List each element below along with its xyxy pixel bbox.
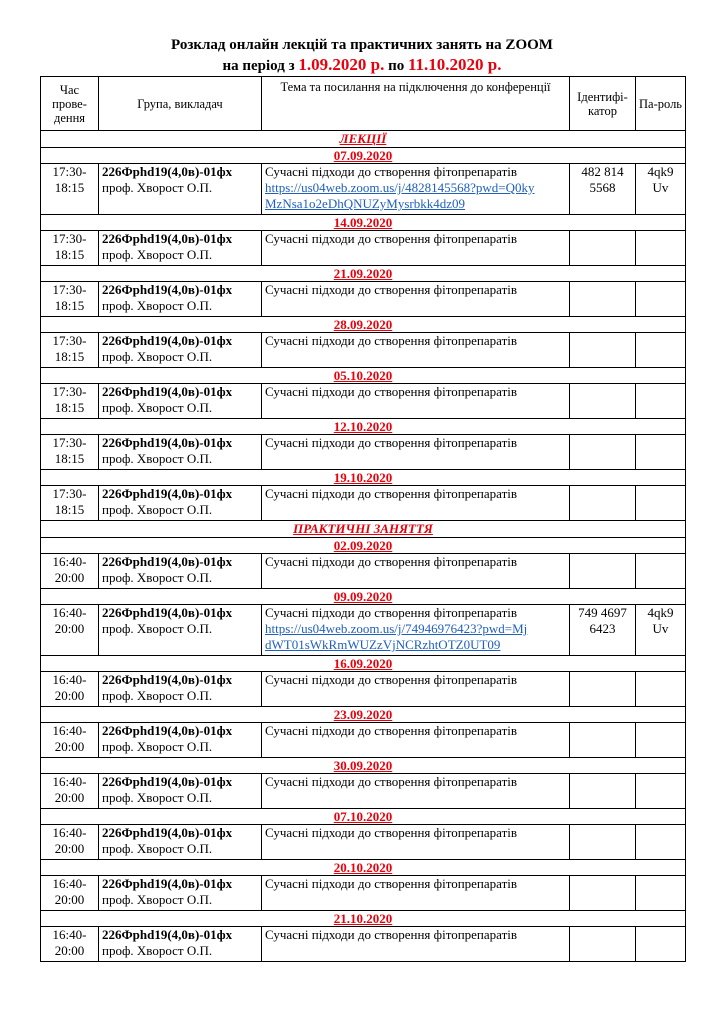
time-cell: [41, 384, 99, 419]
date-row: [41, 419, 686, 435]
meeting-id-cell: [570, 927, 636, 962]
meeting-id-cell: [570, 672, 636, 707]
teacher-name: проф. Хворост О.П.: [102, 892, 213, 907]
group-code: 226Фрhd19(4,0в)-01фх: [102, 723, 233, 738]
teacher-name: проф. Хворост О.П.: [102, 400, 213, 415]
meeting-id-cell: [570, 282, 636, 317]
section-row: [41, 131, 686, 148]
time-start: 16:40-: [52, 876, 87, 891]
topic-cell: [262, 723, 570, 758]
zoom-link-continued[interactable]: dWT01sWkRmWUZzVjNCRzhtOTZ0UT09: [265, 637, 501, 652]
time-end: 20:00: [54, 790, 85, 805]
group-code: 226Фрhd19(4,0в)-01фх: [102, 672, 233, 687]
password-cell: [636, 333, 686, 368]
password-cell: [636, 876, 686, 911]
group-cell: [99, 605, 262, 656]
session-date: 05.10.2020: [41, 368, 686, 384]
teacher-name: проф. Хворост О.П.: [102, 570, 213, 585]
session-date: 23.09.2020: [41, 707, 686, 723]
topic-cell: [262, 672, 570, 707]
topic-text: Сучасні підходи до створення фітопрепаратів: [265, 333, 518, 348]
teacher-name: проф. Хворост О.П.: [102, 841, 213, 856]
teacher-name: проф. Хворост О.П.: [102, 180, 213, 195]
table-row: [41, 554, 686, 589]
time-end: 20:00: [54, 841, 85, 856]
time-cell: [41, 554, 99, 589]
session-date: 21.10.2020: [41, 911, 686, 927]
table-row: [41, 164, 686, 215]
time-start: 17:30-: [52, 231, 87, 246]
group-code: 226Фрhd19(4,0в)-01фх: [102, 282, 233, 297]
schedule-period: [0, 55, 724, 76]
date-row: [41, 911, 686, 927]
topic-cell: [262, 825, 570, 860]
password-part1: 4qk9: [647, 164, 674, 179]
time-cell: [41, 333, 99, 368]
schedule-title: Розклад онлайн лекцій та практичних занять на ZOOM: [171, 37, 553, 53]
session-date: 14.09.2020: [41, 215, 686, 231]
date-row: [41, 758, 686, 774]
schedule-table: [40, 76, 686, 962]
password-cell: [636, 672, 686, 707]
topic-text: Сучасні підходи до створення фітопрепаратів: [265, 282, 518, 297]
section-row: [41, 521, 686, 538]
meeting-id-cell: [570, 774, 636, 809]
group-cell: [99, 554, 262, 589]
topic-cell: [262, 435, 570, 470]
meeting-id-cell: [570, 435, 636, 470]
table-header-row: [41, 77, 686, 131]
table-row: [41, 605, 686, 656]
table-row: [41, 723, 686, 758]
time-start: 16:40-: [52, 774, 87, 789]
time-start: 17:30-: [52, 164, 87, 179]
time-end: 20:00: [54, 943, 85, 958]
teacher-name: проф. Хворост О.П.: [102, 502, 213, 517]
group-code: 226Фрhd19(4,0в)-01фх: [102, 774, 233, 789]
time-cell: [41, 282, 99, 317]
meeting-id-cell: [570, 605, 636, 656]
topic-cell: [262, 605, 570, 656]
table-row: [41, 672, 686, 707]
time-start: 17:30-: [52, 486, 87, 501]
topic-cell: [262, 774, 570, 809]
meeting-id-part1: 482 814: [581, 164, 624, 179]
period-end-date: 11.10.2020 р.: [407, 55, 502, 74]
session-date: 07.09.2020: [41, 148, 686, 164]
password-cell: [636, 231, 686, 266]
topic-text: Сучасні підходи до створення фітопрепаратів: [265, 825, 518, 840]
meeting-id-cell: [570, 876, 636, 911]
table-row: [41, 282, 686, 317]
time-start: 17:30-: [52, 282, 87, 297]
session-date: 28.09.2020: [41, 317, 686, 333]
password-part2: Uv: [652, 180, 669, 195]
topic-cell: [262, 486, 570, 521]
group-code: 226Фрhd19(4,0в)-01фх: [102, 927, 233, 942]
time-end: 20:00: [54, 892, 85, 907]
table-row: [41, 231, 686, 266]
password-cell: [636, 774, 686, 809]
topic-text: Сучасні підходи до створення фітопрепаратів: [265, 164, 518, 179]
group-code: 226Фрhd19(4,0в)-01фх: [102, 486, 233, 501]
col-header-topic: Тема та посилання на підключення до конференції: [262, 77, 570, 131]
password-part1: 4qk9: [647, 605, 674, 620]
time-cell: [41, 825, 99, 860]
time-end: 18:15: [54, 247, 85, 262]
time-cell: [41, 927, 99, 962]
topic-text: Сучасні підходи до створення фітопрепаратів: [265, 774, 518, 789]
topic-cell: [262, 333, 570, 368]
group-cell: [99, 435, 262, 470]
date-row: [41, 215, 686, 231]
table-row: [41, 435, 686, 470]
time-end: 20:00: [54, 570, 85, 585]
password-cell: [636, 927, 686, 962]
session-date: 12.10.2020: [41, 419, 686, 435]
topic-cell: [262, 282, 570, 317]
time-start: 16:40-: [52, 554, 87, 569]
date-row: [41, 368, 686, 384]
password-cell: [636, 282, 686, 317]
topic-text: Сучасні підходи до створення фітопрепаратів: [265, 384, 518, 399]
meeting-id-cell: [570, 231, 636, 266]
password-cell: [636, 605, 686, 656]
session-date: 16.09.2020: [41, 656, 686, 672]
date-row: [41, 148, 686, 164]
time-cell: [41, 435, 99, 470]
time-end: 18:15: [54, 180, 85, 195]
topic-cell: [262, 554, 570, 589]
group-cell: [99, 723, 262, 758]
group-code: 226Фрhd19(4,0в)-01фх: [102, 384, 233, 399]
date-row: [41, 707, 686, 723]
table-row: [41, 825, 686, 860]
password-cell: [636, 164, 686, 215]
password-cell: [636, 825, 686, 860]
time-cell: [41, 605, 99, 656]
time-end: 18:15: [54, 349, 85, 364]
group-cell: [99, 876, 262, 911]
group-cell: [99, 825, 262, 860]
period-start-date: 1.09.2020 р.: [298, 55, 385, 74]
group-code: 226Фрhd19(4,0в)-01фх: [102, 605, 233, 620]
table-row: [41, 876, 686, 911]
group-code: 226Фрhd19(4,0в)-01фх: [102, 876, 233, 891]
group-code: 226Фрhd19(4,0в)-01фх: [102, 164, 233, 179]
group-code: 226Фрhd19(4,0в)-01фх: [102, 231, 233, 246]
teacher-name: проф. Хворост О.П.: [102, 349, 213, 364]
password-cell: [636, 486, 686, 521]
meeting-id-cell: [570, 164, 636, 215]
time-cell: [41, 164, 99, 215]
zoom-link[interactable]: https://us04web.zoom.us/j/4828145568?pwd=Q0ky: [265, 180, 535, 195]
teacher-name: проф. Хворост О.П.: [102, 688, 213, 703]
meeting-id-part2: 6423: [589, 621, 616, 636]
session-date: 21.09.2020: [41, 266, 686, 282]
table-row: [41, 384, 686, 419]
meeting-id-cell: [570, 486, 636, 521]
group-code: 226Фрhd19(4,0в)-01фх: [102, 825, 233, 840]
meeting-id-cell: [570, 825, 636, 860]
session-date: 20.10.2020: [41, 860, 686, 876]
topic-cell: [262, 876, 570, 911]
password-cell: [636, 384, 686, 419]
date-row: [41, 266, 686, 282]
group-cell: [99, 927, 262, 962]
time-end: 18:15: [54, 502, 85, 517]
date-row: [41, 809, 686, 825]
table-row: [41, 927, 686, 962]
session-date: 09.09.2020: [41, 589, 686, 605]
table-row: [41, 333, 686, 368]
date-row: [41, 860, 686, 876]
topic-text: Сучасні підходи до створення фітопрепаратів: [265, 605, 518, 620]
meeting-id-part2: 5568: [589, 180, 616, 195]
teacher-name: проф. Хворост О.П.: [102, 451, 213, 466]
meeting-id-cell: [570, 333, 636, 368]
period-prefix: на період з: [222, 58, 299, 74]
group-cell: [99, 164, 262, 215]
session-date: 02.09.2020: [41, 538, 686, 554]
time-end: 18:15: [54, 298, 85, 313]
topic-text: Сучасні підходи до створення фітопрепаратів: [265, 435, 518, 450]
table-row: [41, 486, 686, 521]
meeting-id-cell: [570, 723, 636, 758]
topic-text: Сучасні підходи до створення фітопрепаратів: [265, 554, 518, 569]
col-header-id: Ідентифі-катор: [570, 77, 636, 131]
time-cell: [41, 876, 99, 911]
zoom-link-continued[interactable]: MzNsa1o2eDhQNUZyMysrbkk4dz09: [265, 196, 466, 211]
time-end: 20:00: [54, 621, 85, 636]
group-code: 226Фрhd19(4,0в)-01фх: [102, 435, 233, 450]
zoom-link[interactable]: https://us04web.zoom.us/j/74946976423?pwd=Mj: [265, 621, 528, 636]
time-end: 18:15: [54, 400, 85, 415]
topic-text: Сучасні підходи до створення фітопрепаратів: [265, 672, 518, 687]
teacher-name: проф. Хворост О.П.: [102, 621, 213, 636]
teacher-name: проф. Хворост О.П.: [102, 298, 213, 313]
time-start: 16:40-: [52, 927, 87, 942]
session-date: 07.10.2020: [41, 809, 686, 825]
topic-cell: [262, 927, 570, 962]
group-cell: [99, 231, 262, 266]
session-date: 30.09.2020: [41, 758, 686, 774]
col-header-password: Па-роль: [636, 77, 686, 131]
date-row: [41, 470, 686, 486]
section-title: ПРАКТИЧНІ ЗАНЯТТЯ: [41, 521, 686, 538]
group-cell: [99, 774, 262, 809]
date-row: [41, 317, 686, 333]
time-start: 17:30-: [52, 435, 87, 450]
topic-cell: [262, 164, 570, 215]
time-start: 17:30-: [52, 333, 87, 348]
group-cell: [99, 333, 262, 368]
topic-cell: [262, 231, 570, 266]
password-part2: Uv: [652, 621, 669, 636]
password-cell: [636, 723, 686, 758]
time-end: 20:00: [54, 739, 85, 754]
session-date: 19.10.2020: [41, 470, 686, 486]
col-header-group: Група, викладач: [99, 77, 262, 131]
group-code: 226Фрhd19(4,0в)-01фх: [102, 333, 233, 348]
time-cell: [41, 486, 99, 521]
topic-text: Сучасні підходи до створення фітопрепаратів: [265, 486, 518, 501]
time-start: 17:30-: [52, 384, 87, 399]
date-row: [41, 656, 686, 672]
group-cell: [99, 672, 262, 707]
section-title: ЛЕКЦІЇ: [41, 131, 686, 148]
topic-text: Сучасні підходи до створення фітопрепаратів: [265, 927, 518, 942]
meeting-id-part1: 749 4697: [578, 605, 627, 620]
teacher-name: проф. Хворост О.П.: [102, 247, 213, 262]
time-start: 16:40-: [52, 723, 87, 738]
group-code: 226Фрhd19(4,0в)-01фх: [102, 554, 233, 569]
time-start: 16:40-: [52, 672, 87, 687]
group-cell: [99, 384, 262, 419]
time-end: 20:00: [54, 688, 85, 703]
time-start: 16:40-: [52, 605, 87, 620]
time-cell: [41, 774, 99, 809]
group-cell: [99, 282, 262, 317]
topic-text: Сучасні підходи до створення фітопрепаратів: [265, 876, 518, 891]
meeting-id-cell: [570, 554, 636, 589]
password-cell: [636, 435, 686, 470]
time-end: 18:15: [54, 451, 85, 466]
time-cell: [41, 672, 99, 707]
time-start: 16:40-: [52, 825, 87, 840]
time-cell: [41, 723, 99, 758]
period-mid: по: [384, 58, 408, 74]
time-cell: [41, 231, 99, 266]
teacher-name: проф. Хворост О.П.: [102, 790, 213, 805]
group-cell: [99, 486, 262, 521]
topic-text: Сучасні підходи до створення фітопрепаратів: [265, 231, 518, 246]
date-row: [41, 589, 686, 605]
meeting-id-cell: [570, 384, 636, 419]
password-cell: [636, 554, 686, 589]
topic-cell: [262, 384, 570, 419]
table-row: [41, 774, 686, 809]
topic-text: Сучасні підходи до створення фітопрепаратів: [265, 723, 518, 738]
teacher-name: проф. Хворост О.П.: [102, 943, 213, 958]
teacher-name: проф. Хворост О.П.: [102, 739, 213, 754]
date-row: [41, 538, 686, 554]
col-header-time: Час прове-дення: [41, 77, 99, 131]
